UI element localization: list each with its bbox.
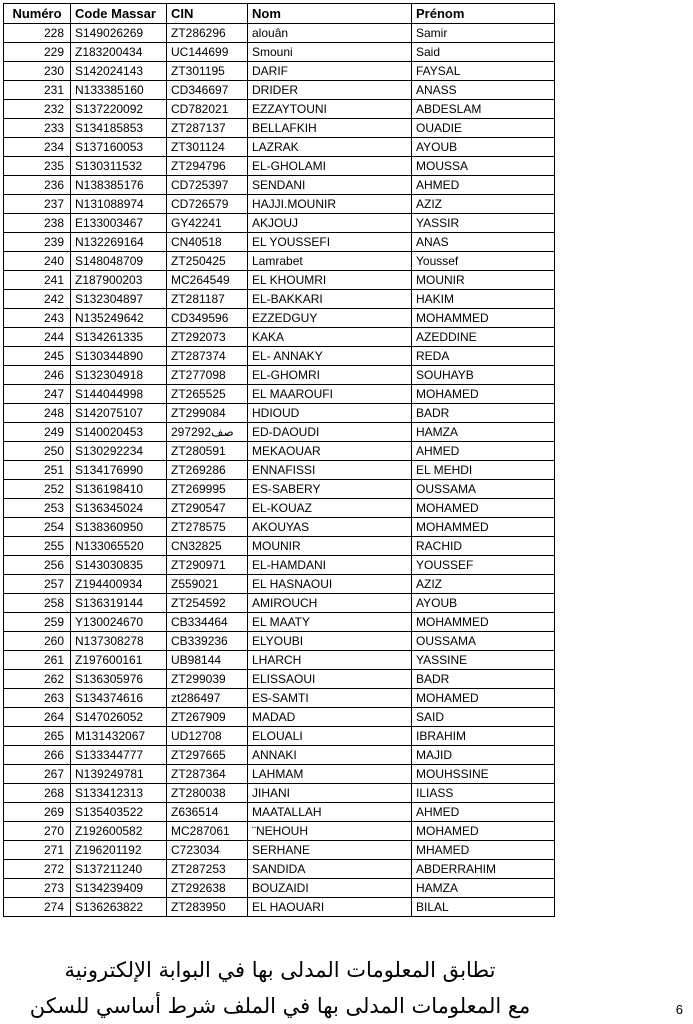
cell-cin: ZT281187 (167, 290, 248, 309)
cell-prenom: MOHAMED (412, 689, 555, 708)
cell-cin: ZT254592 (167, 594, 248, 613)
cell-code-massar: N131088974 (71, 195, 167, 214)
cell-prenom: Samir (412, 24, 555, 43)
cell-code-massar: N138385176 (71, 176, 167, 195)
table-row (4, 860, 555, 879)
cell-nom: EL MAAROUFI (248, 385, 412, 404)
table-row (4, 575, 555, 594)
cell-cin: ZT283950 (167, 898, 248, 917)
cell-prenom: ANAS (412, 233, 555, 252)
cell-prenom: IBRAHIM (412, 727, 555, 746)
cell-nom: DARIF (248, 62, 412, 81)
cell-numero: 243 (4, 309, 71, 328)
cell-numero: 249 (4, 423, 71, 442)
header-nom: Nom (248, 4, 412, 24)
cell-prenom: ABDESLAM (412, 100, 555, 119)
cell-numero: 240 (4, 252, 71, 271)
cell-numero: 272 (4, 860, 71, 879)
cell-prenom: ABDERRAHIM (412, 860, 555, 879)
cell-nom: KAKA (248, 328, 412, 347)
cell-code-massar: S138360950 (71, 518, 167, 537)
cell-code-massar: S133344777 (71, 746, 167, 765)
cell-numero: 263 (4, 689, 71, 708)
table-row (4, 43, 555, 62)
page-number: 6 (675, 1002, 683, 1017)
cell-nom: EL-GHOLAMI (248, 157, 412, 176)
cell-nom: MEKAOUAR (248, 442, 412, 461)
cell-cin: ZT287374 (167, 347, 248, 366)
header-numero: Numéro (4, 4, 71, 24)
cell-prenom: AHMED (412, 442, 555, 461)
cell-numero: 239 (4, 233, 71, 252)
cell-cin: ZT267909 (167, 708, 248, 727)
table-row (4, 556, 555, 575)
cell-cin: ZT294796 (167, 157, 248, 176)
table-row (4, 100, 555, 119)
cell-code-massar: N135249642 (71, 309, 167, 328)
cell-numero: 274 (4, 898, 71, 917)
table-row (4, 841, 555, 860)
cell-cin: ZT299084 (167, 404, 248, 423)
table-row (4, 157, 555, 176)
cell-code-massar: Z183200434 (71, 43, 167, 62)
cell-prenom: Youssef (412, 252, 555, 271)
cell-cin: ZT290547 (167, 499, 248, 518)
table-row (4, 765, 555, 784)
cell-cin: CN40518 (167, 233, 248, 252)
cell-prenom: MOHAMED (412, 822, 555, 841)
table-row (4, 385, 555, 404)
cell-cin: ZT301195 (167, 62, 248, 81)
cell-prenom: BADR (412, 404, 555, 423)
cell-prenom: MAJID (412, 746, 555, 765)
cell-cin: ZT290971 (167, 556, 248, 575)
cell-prenom: Said (412, 43, 555, 62)
cell-prenom: AZEDDINE (412, 328, 555, 347)
header-prenom: Prénom (412, 4, 555, 24)
table-row (4, 271, 555, 290)
cell-code-massar: Z194400934 (71, 575, 167, 594)
table-row (4, 784, 555, 803)
cell-numero: 257 (4, 575, 71, 594)
table-row (4, 499, 555, 518)
footer-note (0, 950, 693, 1024)
table-row (4, 119, 555, 138)
cell-prenom: EL MEHDI (412, 461, 555, 480)
cell-numero: 237 (4, 195, 71, 214)
cell-cin: CB339236 (167, 632, 248, 651)
table-row (4, 138, 555, 157)
cell-cin: CD346697 (167, 81, 248, 100)
cell-code-massar: E133003467 (71, 214, 167, 233)
cell-nom: ES-SAMTI (248, 689, 412, 708)
cell-prenom: AZIZ (412, 575, 555, 594)
cell-prenom: BADR (412, 670, 555, 689)
cell-prenom: YASSINE (412, 651, 555, 670)
cell-numero: 248 (4, 404, 71, 423)
cell-nom: MADAD (248, 708, 412, 727)
cell-nom: BOUZAIDI (248, 879, 412, 898)
cell-cin: ZT299039 (167, 670, 248, 689)
cell-cin: ZT287253 (167, 860, 248, 879)
table-row (4, 480, 555, 499)
students-table-container (3, 3, 554, 917)
cell-nom: SANDIDA (248, 860, 412, 879)
cell-nom: EZZAYTOUNI (248, 100, 412, 119)
cell-code-massar: S137211240 (71, 860, 167, 879)
cell-code-massar: S136263822 (71, 898, 167, 917)
cell-numero: 254 (4, 518, 71, 537)
table-header (4, 4, 555, 24)
cell-code-massar: S143030835 (71, 556, 167, 575)
cell-code-massar: S130292234 (71, 442, 167, 461)
cell-cin: ZT269995 (167, 480, 248, 499)
cell-code-massar: S137220092 (71, 100, 167, 119)
cell-nom: EZZEDGUY (248, 309, 412, 328)
cell-prenom: BILAL (412, 898, 555, 917)
cell-nom: AKOUYAS (248, 518, 412, 537)
cell-nom: HDIOUD (248, 404, 412, 423)
cell-prenom: SAID (412, 708, 555, 727)
cell-nom: Lamrabet (248, 252, 412, 271)
cell-nom: ANNAKI (248, 746, 412, 765)
cell-numero: 242 (4, 290, 71, 309)
cell-prenom: MOUHSSINE (412, 765, 555, 784)
cell-prenom: OUSSAMA (412, 480, 555, 499)
cell-code-massar: S134185853 (71, 119, 167, 138)
cell-cin: zt286497 (167, 689, 248, 708)
cell-numero: 238 (4, 214, 71, 233)
table-row (4, 518, 555, 537)
cell-nom: Smouni (248, 43, 412, 62)
cell-cin: ZT286296 (167, 24, 248, 43)
cell-prenom: OUADIE (412, 119, 555, 138)
cell-cin: ZT287137 (167, 119, 248, 138)
table-row (4, 195, 555, 214)
cell-numero: 260 (4, 632, 71, 651)
cell-nom: EL HAOUARI (248, 898, 412, 917)
table-row (4, 62, 555, 81)
cell-cin: CD725397 (167, 176, 248, 195)
cell-numero: 234 (4, 138, 71, 157)
cell-nom: EL MAATY (248, 613, 412, 632)
cell-code-massar: M131432067 (71, 727, 167, 746)
cell-cin: CN32825 (167, 537, 248, 556)
cell-numero: 232 (4, 100, 71, 119)
table-row (4, 366, 555, 385)
cell-nom: EL-GHOMRI (248, 366, 412, 385)
cell-cin: CB334464 (167, 613, 248, 632)
cell-prenom: OUSSAMA (412, 632, 555, 651)
cell-cin: ZT278575 (167, 518, 248, 537)
cell-code-massar: Z187900203 (71, 271, 167, 290)
cell-cin: GY42241 (167, 214, 248, 233)
cell-cin: CD782021 (167, 100, 248, 119)
table-row (4, 898, 555, 917)
cell-code-massar: S148048709 (71, 252, 167, 271)
cell-prenom: MOHAMED (412, 499, 555, 518)
cell-code-massar: S136305976 (71, 670, 167, 689)
cell-prenom: MOUNIR (412, 271, 555, 290)
cell-cin: Z559021 (167, 575, 248, 594)
cell-numero: 241 (4, 271, 71, 290)
table-row (4, 822, 555, 841)
cell-nom: ¨NEHOUH (248, 822, 412, 841)
cell-prenom: RACHID (412, 537, 555, 556)
table-row (4, 347, 555, 366)
table-row (4, 689, 555, 708)
table-row (4, 461, 555, 480)
cell-code-massar: S133412313 (71, 784, 167, 803)
cell-nom: ED-DAOUDI (248, 423, 412, 442)
cell-code-massar: S142024143 (71, 62, 167, 81)
table-row (4, 309, 555, 328)
cell-cin: ZT269286 (167, 461, 248, 480)
cell-prenom: MOUSSA (412, 157, 555, 176)
cell-code-massar: S147026052 (71, 708, 167, 727)
cell-nom: EL HASNAOUI (248, 575, 412, 594)
cell-prenom: HAMZA (412, 423, 555, 442)
cell-code-massar: S136198410 (71, 480, 167, 499)
cell-numero: 251 (4, 461, 71, 480)
cell-nom: DRIDER (248, 81, 412, 100)
cell-code-massar: S134374616 (71, 689, 167, 708)
cell-cin: ZT301124 (167, 138, 248, 157)
cell-prenom: AHMED (412, 803, 555, 822)
cell-prenom: MOHAMMED (412, 518, 555, 537)
cell-nom: EL-HAMDANI (248, 556, 412, 575)
cell-cin: ZT292638 (167, 879, 248, 898)
table-row (4, 214, 555, 233)
table-row (4, 252, 555, 271)
cell-code-massar: S132304897 (71, 290, 167, 309)
cell-code-massar: N133065520 (71, 537, 167, 556)
cell-code-massar: S144044998 (71, 385, 167, 404)
table-row (4, 233, 555, 252)
cell-cin: ZT250425 (167, 252, 248, 271)
cell-cin: Z636514 (167, 803, 248, 822)
cell-numero: 228 (4, 24, 71, 43)
table-row (4, 290, 555, 309)
header-code-massar: Code Massar (71, 4, 167, 24)
cell-numero: 253 (4, 499, 71, 518)
cell-prenom: HAMZA (412, 879, 555, 898)
cell-nom: AMIROUCH (248, 594, 412, 613)
table-row (4, 651, 555, 670)
cell-cin: CD349596 (167, 309, 248, 328)
cell-numero: 236 (4, 176, 71, 195)
cell-code-massar: N132269164 (71, 233, 167, 252)
cell-numero: 255 (4, 537, 71, 556)
cell-cin: ZT277098 (167, 366, 248, 385)
cell-code-massar: S136345024 (71, 499, 167, 518)
cell-prenom: MOHAMMED (412, 613, 555, 632)
cell-numero: 258 (4, 594, 71, 613)
cell-prenom: AHMED (412, 176, 555, 195)
table-row (4, 803, 555, 822)
cell-nom: LAZRAK (248, 138, 412, 157)
cell-prenom: MOHAMED (412, 385, 555, 404)
footer-line-1: تطابق المعلومات المدلى بها في البوابة الإلكترونية (64, 958, 496, 982)
cell-numero: 256 (4, 556, 71, 575)
cell-prenom: AYOUB (412, 138, 555, 157)
cell-cin: UD12708 (167, 727, 248, 746)
cell-nom: HAJJI.MOUNIR (248, 195, 412, 214)
table-row (4, 613, 555, 632)
cell-code-massar: Z192600582 (71, 822, 167, 841)
cell-prenom: YOUSSEF (412, 556, 555, 575)
cell-nom: EL YOUSSEFI (248, 233, 412, 252)
cell-nom: AKJOUJ (248, 214, 412, 233)
table-row (4, 537, 555, 556)
cell-prenom: MOHAMMED (412, 309, 555, 328)
cell-numero: 265 (4, 727, 71, 746)
cell-nom: SENDANI (248, 176, 412, 195)
cell-prenom: HAKIM (412, 290, 555, 309)
table-body (4, 24, 555, 917)
cell-code-massar: S132304918 (71, 366, 167, 385)
cell-nom: BELLAFKIH (248, 119, 412, 138)
cell-nom: ENNAFISSI (248, 461, 412, 480)
cell-cin: UB98144 (167, 651, 248, 670)
cell-cin: ZT280591 (167, 442, 248, 461)
cell-cin: ZT297665 (167, 746, 248, 765)
footer-line-2: مع المعلومات المدلى بها في الملف شرط أساسي للسكن (29, 994, 531, 1018)
cell-nom: MAATALLAH (248, 803, 412, 822)
table-row (4, 404, 555, 423)
cell-prenom: AZIZ (412, 195, 555, 214)
cell-cin: C723034 (167, 841, 248, 860)
cell-nom: ELISSAOUI (248, 670, 412, 689)
cell-numero: 270 (4, 822, 71, 841)
header-cin: CIN (167, 4, 248, 24)
cell-numero: 267 (4, 765, 71, 784)
cell-prenom: REDA (412, 347, 555, 366)
cell-nom: EL KHOUMRI (248, 271, 412, 290)
cell-code-massar: N133385160 (71, 81, 167, 100)
cell-cin: UC144699 (167, 43, 248, 62)
cell-numero: 250 (4, 442, 71, 461)
cell-prenom: ANASS (412, 81, 555, 100)
cell-nom: MOUNIR (248, 537, 412, 556)
table-row (4, 442, 555, 461)
cell-numero: 269 (4, 803, 71, 822)
cell-code-massar: Z196201192 (71, 841, 167, 860)
cell-numero: 246 (4, 366, 71, 385)
cell-cin: MC264549 (167, 271, 248, 290)
cell-code-massar: Z197600161 (71, 651, 167, 670)
header-row (4, 4, 555, 24)
cell-cin: ZT280038 (167, 784, 248, 803)
cell-numero: 259 (4, 613, 71, 632)
cell-cin: MC287061 (167, 822, 248, 841)
table-row (4, 24, 555, 43)
table-row (4, 176, 555, 195)
cell-code-massar: S135403522 (71, 803, 167, 822)
cell-numero: 229 (4, 43, 71, 62)
cell-nom: ES-SABERY (248, 480, 412, 499)
cell-numero: 262 (4, 670, 71, 689)
cell-code-massar: S137160053 (71, 138, 167, 157)
cell-cin: ZT265525 (167, 385, 248, 404)
table-row (4, 328, 555, 347)
cell-numero: 230 (4, 62, 71, 81)
table-row (4, 746, 555, 765)
cell-cin: ZT287364 (167, 765, 248, 784)
table-row (4, 632, 555, 651)
cell-numero: 264 (4, 708, 71, 727)
table-row (4, 81, 555, 100)
cell-nom: ELYOUBI (248, 632, 412, 651)
cell-code-massar: N139249781 (71, 765, 167, 784)
cell-numero: 271 (4, 841, 71, 860)
table-row (4, 670, 555, 689)
cell-nom: EL- ANNAKY (248, 347, 412, 366)
cell-cin: CD726579 (167, 195, 248, 214)
cell-code-massar: S134239409 (71, 879, 167, 898)
cell-cin: صف297292 (167, 423, 248, 442)
cell-nom: alouân (248, 24, 412, 43)
cell-nom: EL-KOUAZ (248, 499, 412, 518)
cell-numero: 266 (4, 746, 71, 765)
cell-prenom: FAYSAL (412, 62, 555, 81)
cell-numero: 261 (4, 651, 71, 670)
cell-numero: 235 (4, 157, 71, 176)
cell-numero: 273 (4, 879, 71, 898)
table-row (4, 708, 555, 727)
cell-nom: LAHMAM (248, 765, 412, 784)
cell-numero: 247 (4, 385, 71, 404)
cell-prenom: YASSIR (412, 214, 555, 233)
cell-code-massar: S130311532 (71, 157, 167, 176)
cell-numero: 268 (4, 784, 71, 803)
students-table (3, 3, 555, 917)
cell-numero: 252 (4, 480, 71, 499)
cell-nom: EL-BAKKARI (248, 290, 412, 309)
cell-nom: LHARCH (248, 651, 412, 670)
cell-code-massar: Y130024670 (71, 613, 167, 632)
table-row (4, 879, 555, 898)
table-row (4, 727, 555, 746)
table-row (4, 423, 555, 442)
cell-code-massar: S149026269 (71, 24, 167, 43)
table-row (4, 594, 555, 613)
cell-code-massar: S140020453 (71, 423, 167, 442)
cell-nom: SERHANE (248, 841, 412, 860)
cell-numero: 233 (4, 119, 71, 138)
cell-code-massar: S134261335 (71, 328, 167, 347)
cell-prenom: MHAMED (412, 841, 555, 860)
cell-code-massar: S136319144 (71, 594, 167, 613)
cell-prenom: SOUHAYB (412, 366, 555, 385)
cell-prenom: ILIASS (412, 784, 555, 803)
cell-code-massar: S134176990 (71, 461, 167, 480)
cell-nom: ELOUALI (248, 727, 412, 746)
cell-code-massar: N137308278 (71, 632, 167, 651)
cell-code-massar: S142075107 (71, 404, 167, 423)
cell-numero: 245 (4, 347, 71, 366)
cell-prenom: AYOUB (412, 594, 555, 613)
cell-numero: 231 (4, 81, 71, 100)
cell-code-massar: S130344890 (71, 347, 167, 366)
cell-numero: 244 (4, 328, 71, 347)
cell-cin: ZT292073 (167, 328, 248, 347)
cell-nom: JIHANI (248, 784, 412, 803)
